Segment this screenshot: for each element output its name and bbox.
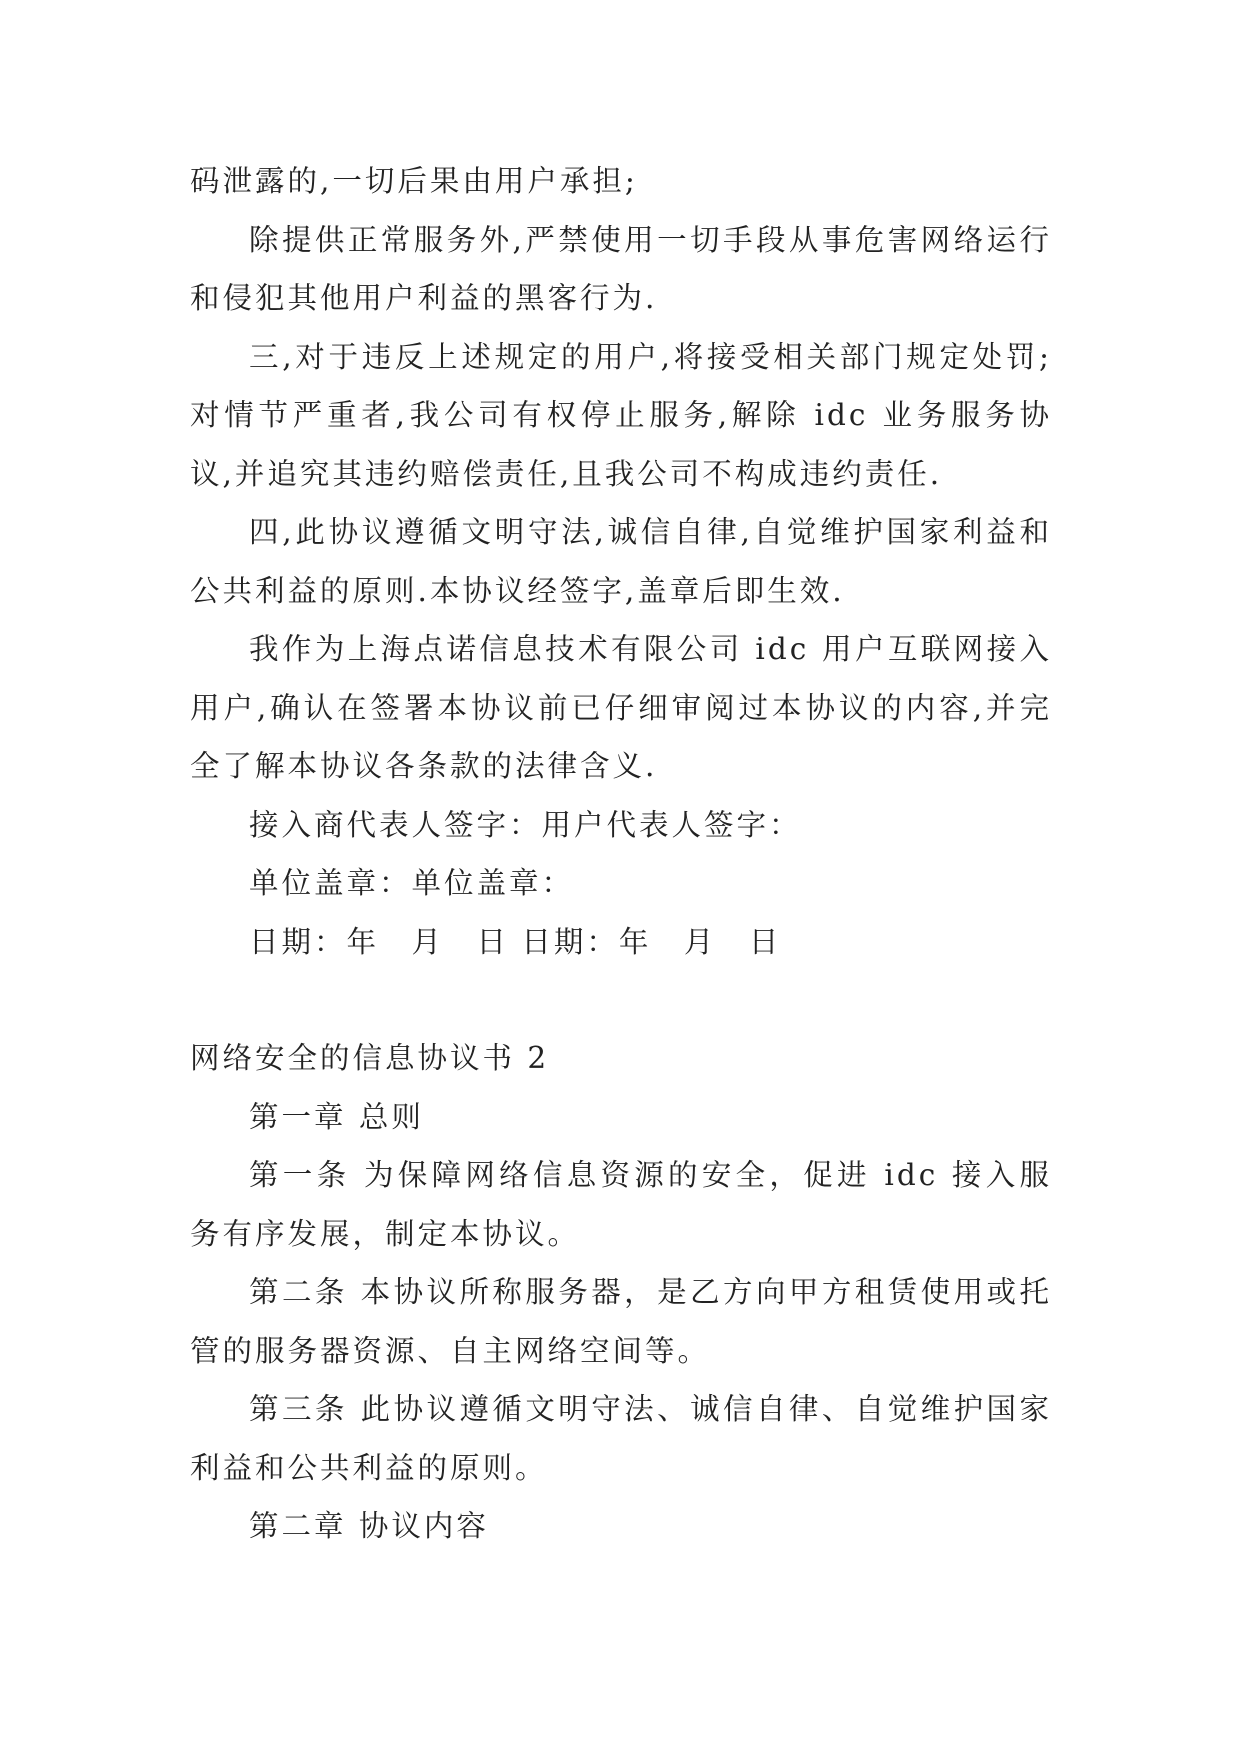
paragraph: 第二条 本协议所称服务器，是乙方向甲方租赁使用或托管的服务器资源、自主网络空间等。: [190, 1275, 1052, 1368]
paragraph: 四,此协议遵循文明守法,诚信自律,自觉维护国家利益和公共利益的原则.本协议经签字,盖章后即生效.: [190, 515, 1052, 608]
signature-line: 接入商代表人签字：用户代表人签字：: [249, 807, 802, 842]
paragraph: 除提供正常服务外,严禁使用一切手段从事危害网络运行和侵犯其他用户利益的黑客行为.: [190, 222, 1052, 315]
date-line: 日期：年 月 日 日期：年 月 日: [249, 924, 782, 959]
paragraph: 三,对于违反上述规定的用户,将接受相关部门规定处罚;对情节严重者,我公司有权停止服务,解除 idc 业务服务协议,并追究其违约赔偿责任,且我公司不构成违约责任.: [190, 339, 1052, 491]
paragraph: 第一条 为保障网络信息资源的安全，促进 idc 接入服务有序发展，制定本协议。: [190, 1158, 1052, 1251]
paragraph: 第三条 此协议遵循文明守法、诚信自律、自觉维护国家利益和公共利益的原则。: [190, 1392, 1052, 1485]
paragraph: 我作为上海点诺信息技术有限公司 idc 用户互联网接入用户,确认在签署本协议前已仔细审阅过本协议的内容,并完全了解本协议各条款的法律含义.: [190, 632, 1052, 783]
document-body: [190, 152, 1052, 1556]
paragraph: 码泄露的,一切后果由用户承担;: [190, 164, 638, 198]
section-gap: [190, 971, 1052, 1029]
section-title: 网络安全的信息协议书 2: [190, 1041, 550, 1075]
chapter-heading: 第二章 协议内容: [249, 1509, 489, 1543]
chapter-heading: 第一章 总则: [249, 1099, 424, 1134]
seal-line: 单位盖章：单位盖章：: [249, 866, 575, 900]
